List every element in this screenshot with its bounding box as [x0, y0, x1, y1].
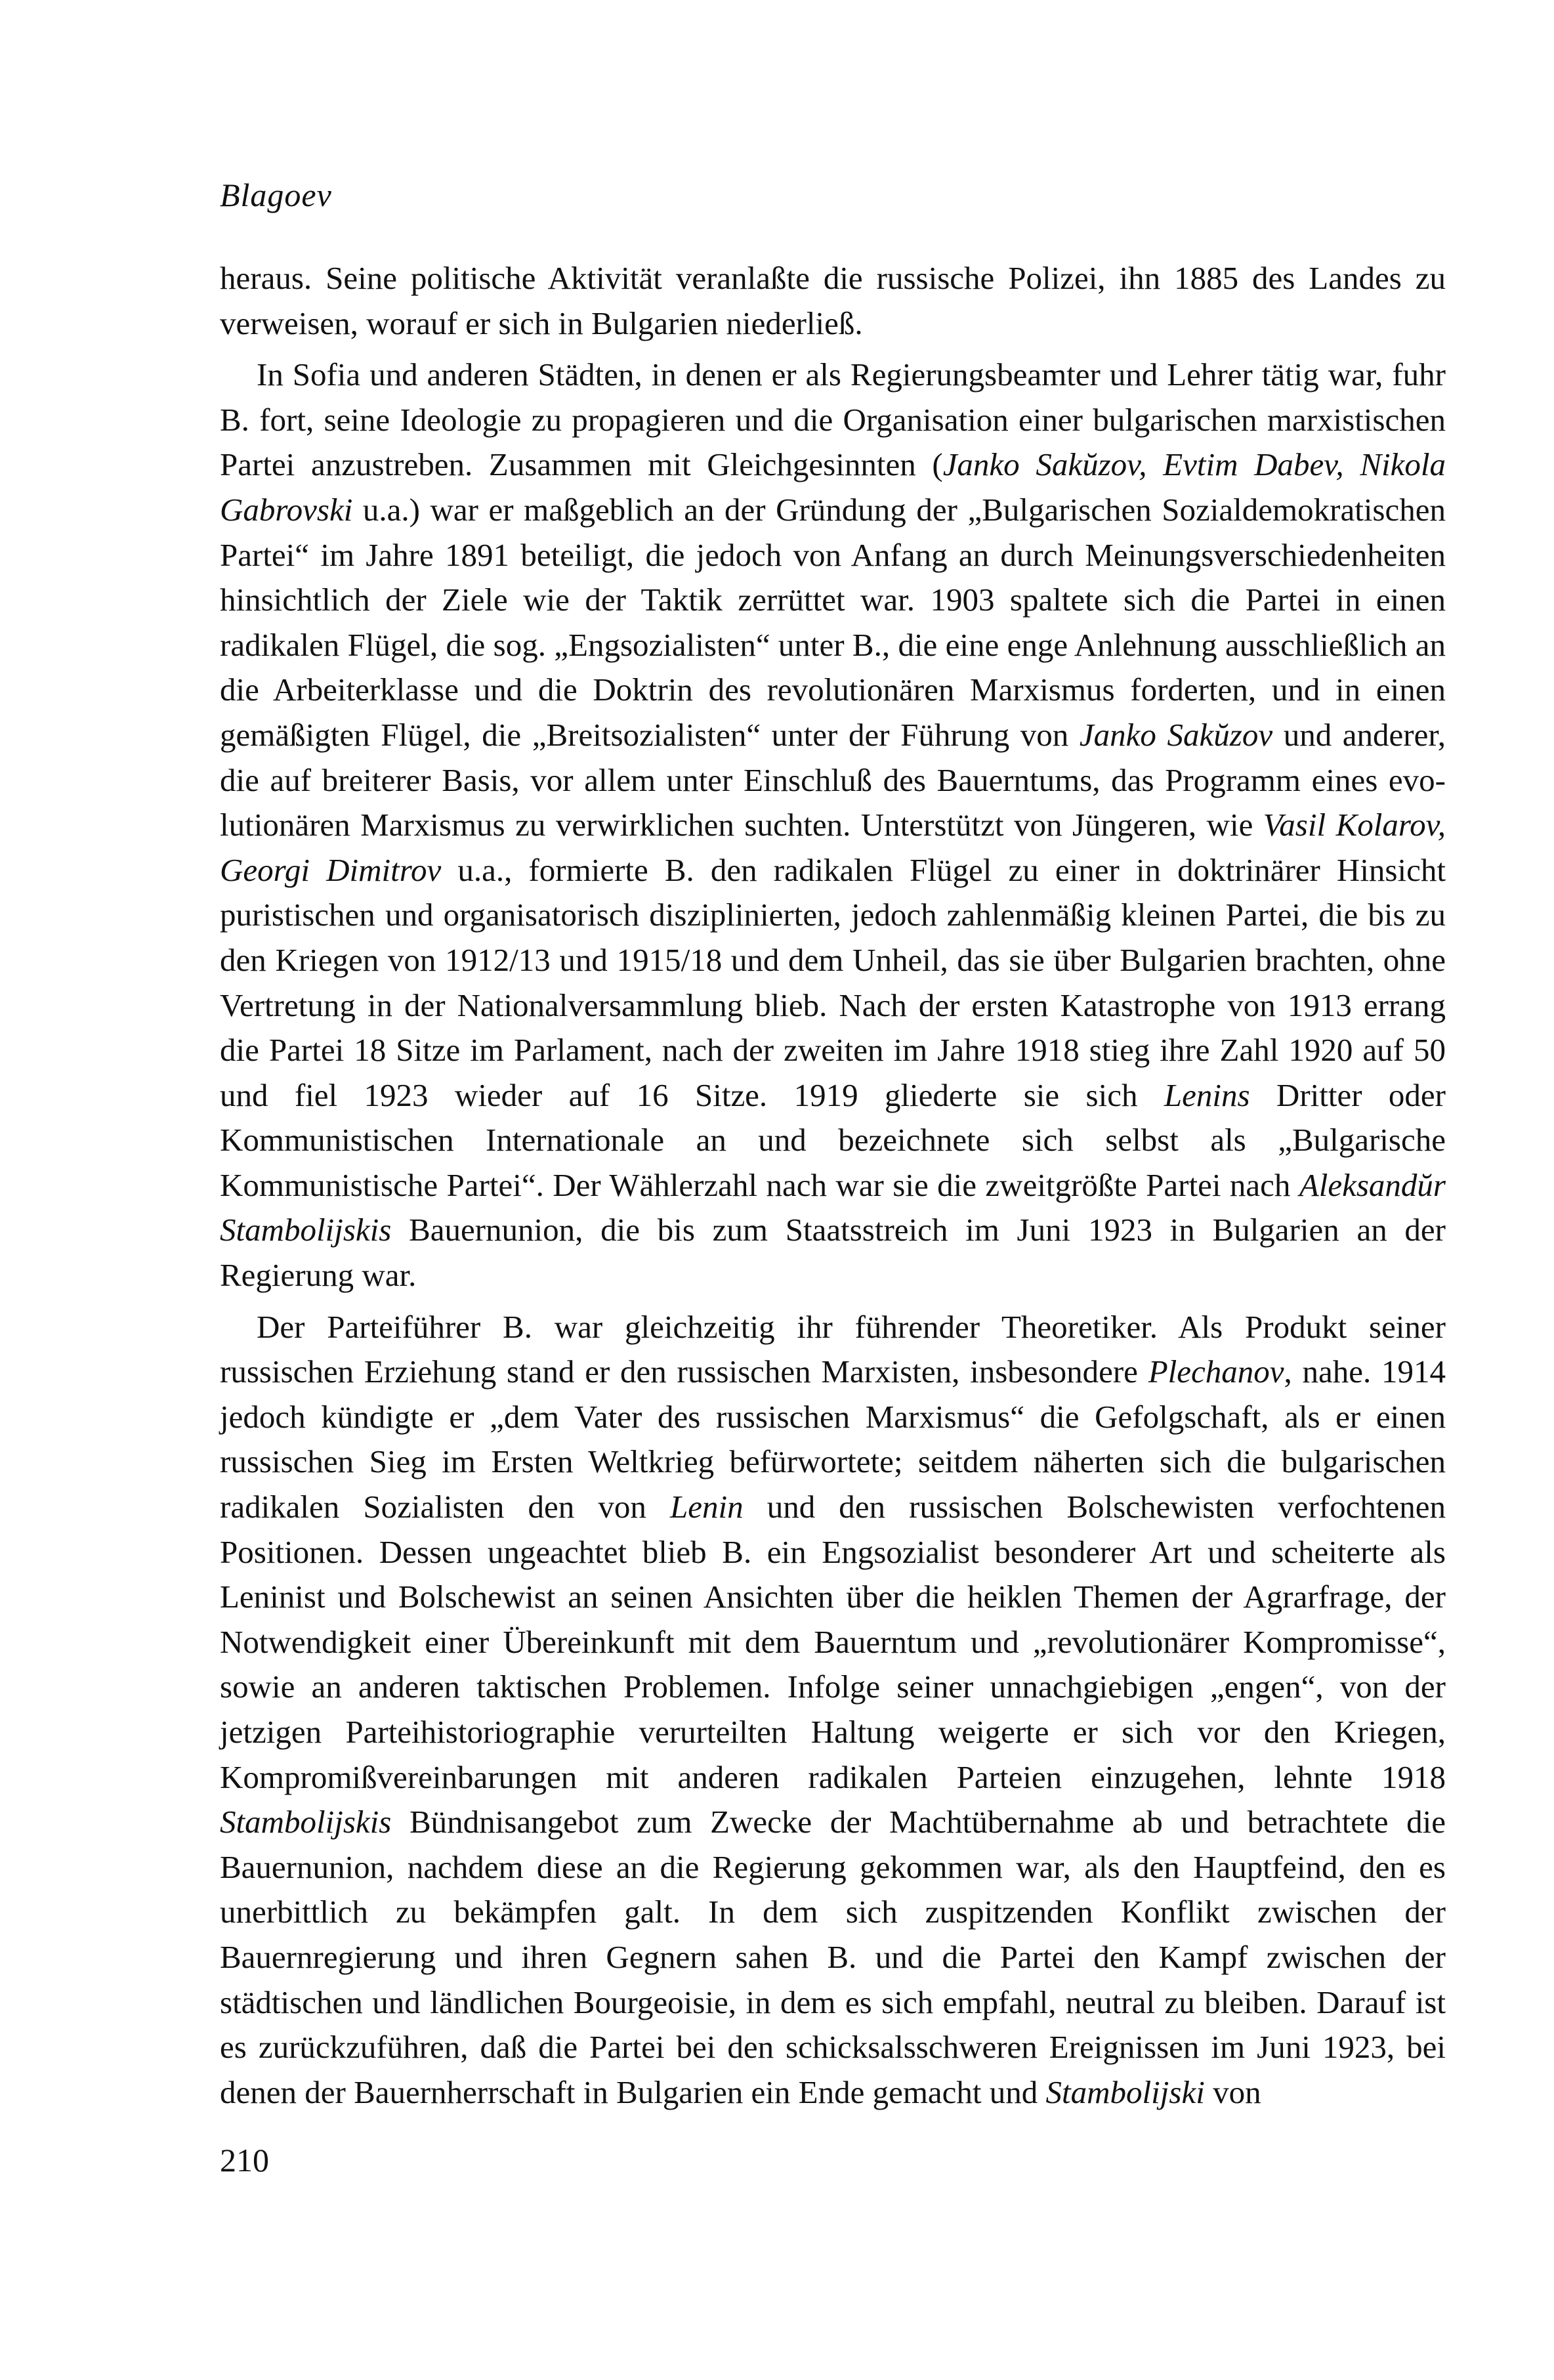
page-number: 210 [220, 2142, 269, 2178]
text-segment: von [1204, 2073, 1261, 2110]
italic-name: Aleksandŭr Stambolijskis [220, 1166, 1446, 1248]
italic-name: Stambolijskis [220, 1804, 392, 1840]
text-segment: heraus. Seine politische Aktivität veranlaßte die russische Polizei, ihn 1885 des Landes zu verweisen, worauf er sich in Bulgarien niederließ. [220, 260, 1446, 341]
text-segment: u.a., formierte B. den radikalen Flügel zu einer in doktrinärer Hinsicht puristischen und organisatorisch disziplinierten, jedoch zahlenmäßig kleinen Partei, die bis zu den Kriegen von 1912/13 und 1915/18 und dem Unheil, das sie über Bulgarien brachten, ohne Vertretung in der Nationalversammlung blieb. Nach der ersten Katastrophe von 1913 errang die Partei 18 Sitze im Parlament, nach der zweiten im Jahre 1918 stieg ihre Zahl 1920 auf 50 und fiel 1923 wieder auf 16 Sitze. 1919 gliederte sie sich [220, 851, 1446, 1113]
italic-name: Janko Sakŭzov [1079, 716, 1273, 753]
text-segment: Bündnisangebot zum Zwecke der Machtübernahme ab und betrachtete die Bauernunion, nachdem diese an die Regierung gekommen war, als den Hauptfeind, den es unerbittlich zu bekämpfen galt. In dem sich zuspitzenden Konflikt zwischen der Bauernregierung und ihren Gegnern sahen B. und die Partei den Kampf zwischen der städtischen und ländlichen Bourgeoisie, in dem es sich empfahl, neutral zu bleiben. Darauf ist es zurückzuführen, daß die Partei bei den schicksalsschweren Ereignissen im Juni 1923, bei denen der Bauernherrschaft in Bulgarien ein Ende gemacht und [220, 1804, 1446, 2110]
text-segment: u.a.) war er maßgeblich an der Gründung der „Bulgarischen Sozialdemokratischen Partei“ im Jahre 1891 beteiligt, die jedoch von Anfang an durch Meinungsverschiedenheiten hinsichtlich der Ziele wie der Taktik zerrüttet war. 1903 spaltete sich die Partei in einen radikalen Flügel, die sog. „Engsozialisten“ unter B., die eine enge Anlehnung ausschließlich an die Arbeiterklasse und die Doktrin des revolutionären Marxismus forderten, und in einen gemäßigten Flügel, die „Breitsozialisten“ unter der Führung von [220, 491, 1446, 753]
text-segment: , nahe. 1914 jedoch kündigte er „dem Vater des russischen Marxismus“ die Gefolgschaft, als er einen russischen Sieg im Ersten Weltkrieg befürwortete; seitdem näherten sich die bulgarischen radikalen Sozialisten den von [220, 1353, 1446, 1525]
italic-name: Lenin [669, 1489, 744, 1525]
running-head: Blagoev [220, 177, 332, 213]
paragraph-2 [220, 352, 1446, 1298]
italic-name: Plechanov [1148, 1353, 1284, 1390]
text-segment: und anderer, die auf breiterer Basis, vor allem unter Einschluß des Bauerntums, das Programm eines evolutionären Marxismus zu verwirklichen suchten. Unterstützt von Jüngeren, wie [220, 716, 1446, 843]
italic-name: Lenins [1164, 1076, 1250, 1113]
paragraph-1 [220, 256, 1446, 346]
text-segment: Der Parteiführer B. war gleichzeitig ihr führender Theoretiker. Als Produkt seiner russischen Erziehung stand er den russischen Marxisten, insbesondere [220, 1308, 1446, 1390]
italic-names: Vasil Kolarov, Georgi Dimitrov [220, 807, 1446, 888]
text-segment: und den russischen Bolschewisten verfochtenen Positionen. Dessen ungeachtet blieb B. ein Engsozialist besonderer Art und scheiterte als Leninist und Bolschewist an seinen Ansichten über die heiklen Themen der Agrarfrage, der Notwendigkeit einer Übereinkunft mit dem Bauerntum und „revolutionärer Kompromisse“, sowie an anderen taktischen Problemen. Infolge seiner unnachgiebigen „engen“, von der jetzigen Parteihistoriographie verurteilten Haltung weigerte er sich vor den Kriegen, Kompromißvereinbarungen mit anderen radikalen Parteien einzugehen, lehnte 1918 [220, 1489, 1446, 1795]
body-text [220, 256, 1446, 2115]
text-segment: Bauernunion, die bis zum Staatsstreich im Juni 1923 in Bulgarien an der Regierung war. [220, 1212, 1446, 1294]
italic-name: Stambolijski [1045, 2073, 1205, 2110]
paragraph-3 [220, 1305, 1446, 2115]
text-segment: Dritter oder Kommunistischen Internationale an und bezeichnete sich selbst als „Bulgarische Kommunistische Partei“. Der Wählerzahl nach war sie die zweitgrößte Partei nach [220, 1076, 1446, 1203]
italic-names: Janko Sakŭzov, Evtim Dabev, Nikola Gabrovski [220, 446, 1446, 528]
text-segment: In Sofia und anderen Städten, in denen er als Regierungsbeamter und Lehrer tätig war, fuhr B. fort, seine Ideologie zu propagieren und die Organisation einer bulgarischen marxistischen Partei anzustreben. Zusammen mit Gleichgesinnten ( [220, 356, 1446, 483]
